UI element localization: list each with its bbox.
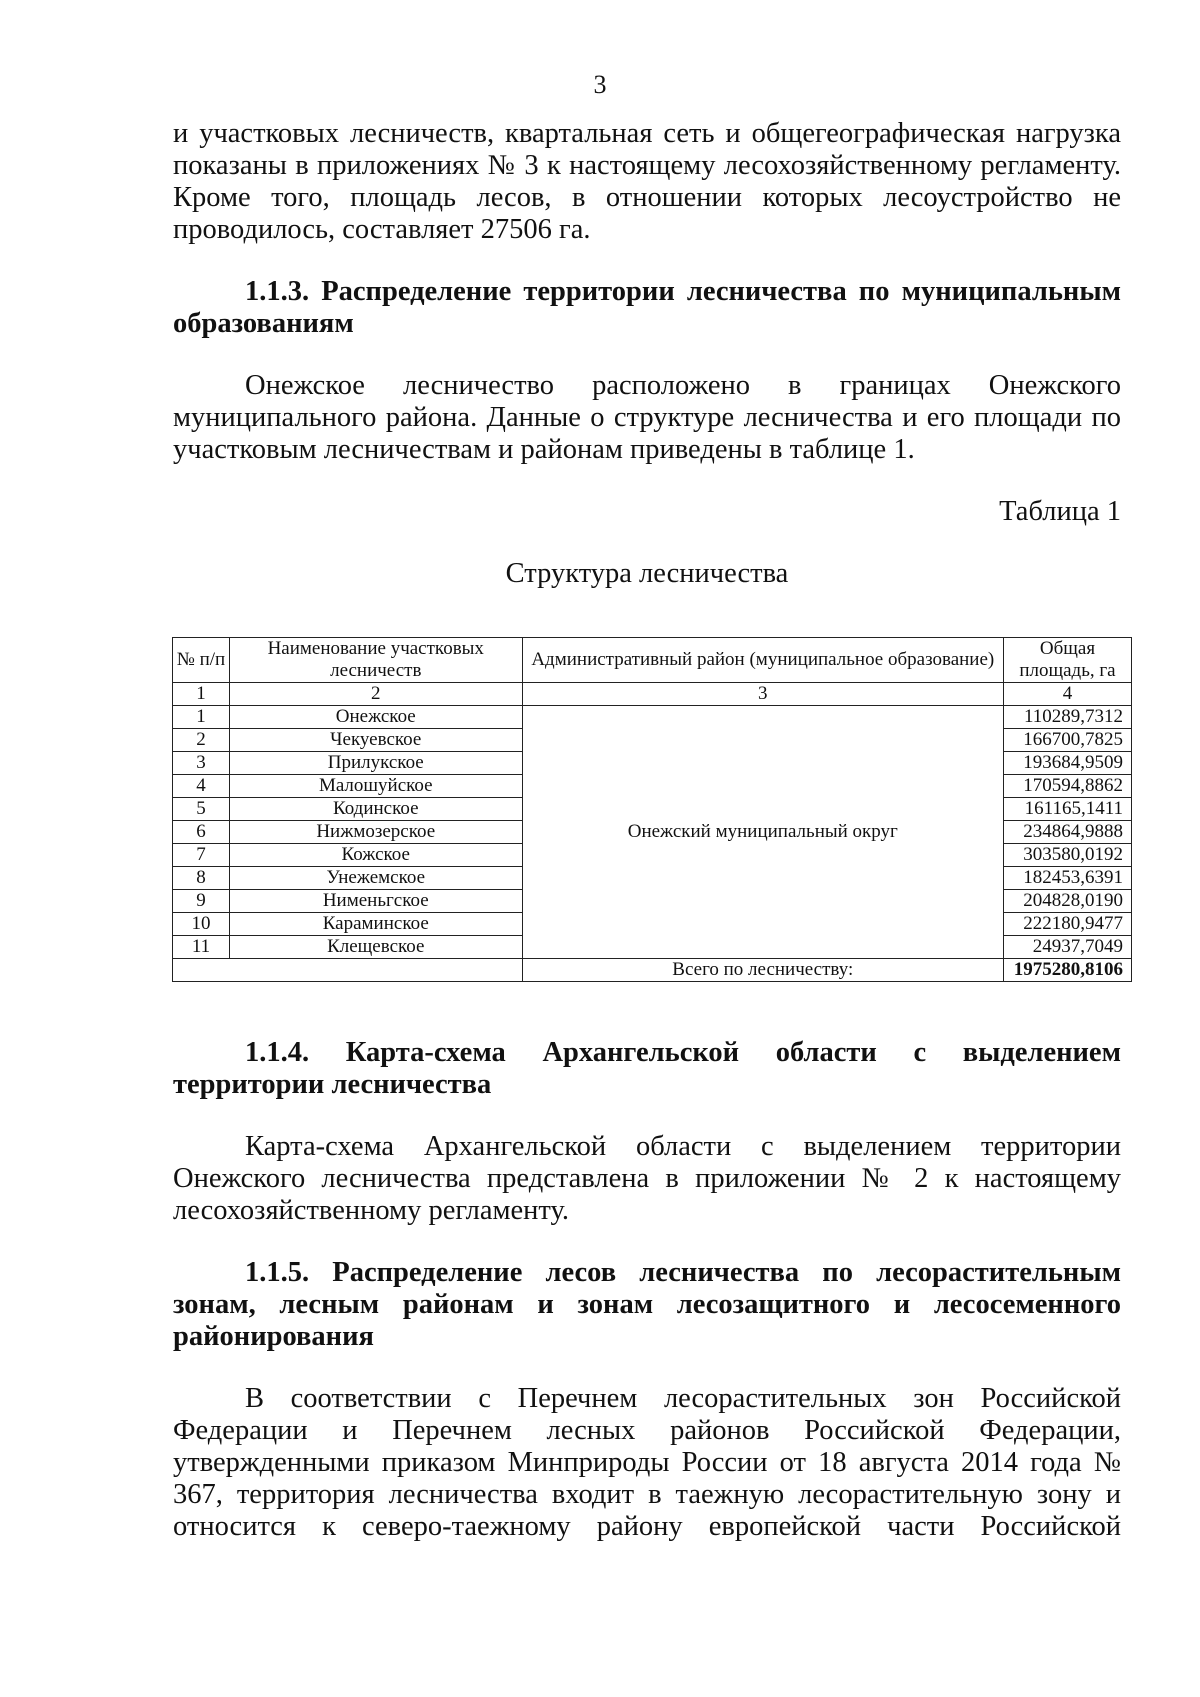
row-area: 110289,7312 [1003,706,1131,729]
row-num: 5 [173,798,230,821]
row-name: Караминское [229,913,522,936]
intro-paragraph: и участковых лесничеств, квартальная сеть и общегеографическая нагрузка показаны в приложениях № 3 к настоящему лесохозяйственному регламенту. Кроме того, площадь лесов, в отношении которых лесоустройство не проводилось, составляет 27506 га. [173,118,1121,245]
row-num: 4 [173,775,230,798]
column-number: 1 [173,683,230,706]
section-114-heading: 1.1.4. Карта-схема Архангельской области с выделением территории лесничества [173,1037,1121,1100]
header-district: Административный район (муниципальное образование) [522,638,1003,683]
row-area: 24937,7049 [1003,936,1131,959]
row-area: 234864,9888 [1003,821,1131,844]
row-name: Клещевское [229,936,522,959]
row-area: 166700,7825 [1003,729,1131,752]
row-area: 222180,9477 [1003,913,1131,936]
header-num: № п/п [173,638,230,683]
row-num: 11 [173,936,230,959]
row-name: Нименьгское [229,890,522,913]
row-name: Унежемское [229,867,522,890]
section-114-paragraph: Карта-схема Архангельской области с выделением территории Онежского лесничества представлена в приложении № 2 к настоящему лесохозяйственному регламенту. [173,1131,1121,1226]
section-113-paragraph: Онежское лесничество расположено в границах Онежского муниципального района. Данные о структуре лесничества и его площади по участковым лесничествам и районам приведены в таблице 1. [173,370,1121,465]
row-name: Кожское [229,844,522,867]
section-115-paragraph: В соответствии с Перечнем лесорастительных зон Российской Федерации и Перечнем лесных районов Российской Федерации, утвержденными приказом Минприроды России от 18 августа 2014 года № 367, территория лесничества входит в таежную лесорастительную зону и относится к северо-таежному району европейской части Российской [173,1383,1121,1542]
section-115-heading: 1.1.5. Распределение лесов лесничества по лесорастительным зонам, лесным районам и зонам лесозащитного и лесосеменного районирования [173,1257,1121,1352]
total-row [173,959,1132,982]
table-row [173,706,1132,729]
total-value: 1975280,8106 [1003,959,1131,982]
page-number: 3 [593,70,607,99]
column-number: 2 [229,683,522,706]
row-area: 204828,0190 [1003,890,1131,913]
table-label: Таблица 1 [999,496,1121,527]
row-num: 1 [173,706,230,729]
top-content [173,118,1121,590]
row-area: 303580,0192 [1003,844,1131,867]
row-name: Прилукское [229,752,522,775]
total-empty-cell [173,959,523,982]
row-num: 10 [173,913,230,936]
column-number-row [173,683,1132,706]
row-name: Кодинское [229,798,522,821]
table-title: Структура лесничества [505,558,789,589]
structure-table [172,637,1132,982]
district-cell: Онежский муниципальный округ [522,706,1003,959]
header-area: Общая площадь, га [1003,638,1131,683]
row-name: Малошуйское [229,775,522,798]
row-name: Онежское [229,706,522,729]
section-113-heading: 1.1.3. Распределение территории лесничества по муниципальным образованиям [173,276,1121,339]
row-area: 182453,6391 [1003,867,1131,890]
row-area: 170594,8862 [1003,775,1131,798]
row-name: Чекуевское [229,729,522,752]
row-num: 9 [173,890,230,913]
row-name: Нижмозерское [229,821,522,844]
row-num: 3 [173,752,230,775]
row-num: 7 [173,844,230,867]
column-number: 3 [522,683,1003,706]
structure-table-wrap [172,637,1132,1007]
row-num: 8 [173,867,230,890]
column-number: 4 [1003,683,1131,706]
row-num: 2 [173,729,230,752]
total-label: Всего по лесничеству: [522,959,1003,982]
header-name: Наименование участковых лесничеств [229,638,522,683]
row-area: 161165,1411 [1003,798,1131,821]
bottom-content [173,1037,1121,1543]
row-num: 6 [173,821,230,844]
row-area: 193684,9509 [1003,752,1131,775]
